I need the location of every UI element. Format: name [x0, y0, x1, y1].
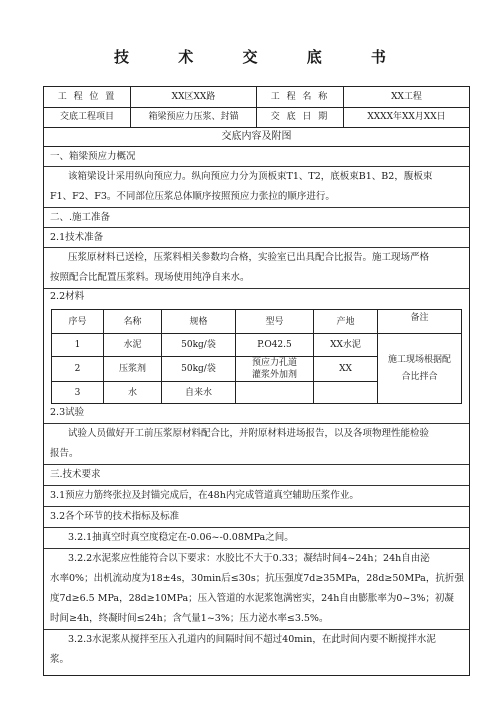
table-header-cell: 序号 — [52, 310, 104, 334]
project-name-value: XX工程 — [391, 92, 422, 102]
table-header-cell: 型号 — [236, 310, 314, 334]
s321-text: 3.2.1抽真空时真空度稳定在-0.06~-0.08MPa之间。 — [68, 532, 294, 543]
divider — [44, 464, 469, 465]
s322-line1: 3.2.2水泥浆应性能符合以下要求：水胶比不大于0.33；凝结时间4~24h；24h自由泌 — [68, 553, 430, 564]
s1-para-line2: F1、F2、F3。不同部位压浆总体顺序按照预应力张拉的顺序进行。 — [50, 191, 335, 202]
s21-heading: 2.1技术准备 — [50, 232, 104, 243]
location-value: XX区XX路 — [131, 87, 257, 107]
s21-para-line1: 压浆原材料已送检，压浆料相关参数均合格，实验室已出具配合比报告。施工现场严格 — [68, 252, 430, 263]
item-label: 交底工程项目 — [44, 107, 131, 127]
remark-line2: 合比拌合 — [401, 371, 438, 382]
document-title: 技 术 交 底 书 — [114, 48, 408, 66]
table-cell: 自来水 — [162, 382, 236, 403]
s1-para-line1: 该箱梁设计采用纵向预应力。纵向预应力分为顶板束T1、T2，底板束B1、B2，腹板束 — [68, 171, 433, 182]
table-cell-remark — [378, 334, 461, 403]
section-title: 交底内容及附图 — [44, 127, 469, 147]
s23-heading: 2.3试验 — [50, 407, 85, 418]
table-cell: 3 — [52, 382, 104, 403]
s32-text: 3.2各个环节的技术指标及标准 — [50, 511, 180, 522]
project-name-label: 工 程 名 称 — [257, 87, 344, 107]
table-header-cell: 备注 — [378, 310, 461, 334]
s21-para-line2: 按照配合比配置压浆料。现场使用纯净自来水。 — [50, 272, 250, 283]
table-cell: 水泥 — [104, 334, 162, 357]
location-label: 工 程 位 置 — [44, 87, 131, 107]
divider — [44, 227, 469, 228]
s23-para-line1: 试验人员做好开工前压浆原材料配合比，并附原材料进场报告，以及各项物理性能检验 — [68, 428, 430, 439]
date-label: 交 底 日 期 — [257, 107, 344, 127]
s1-heading: 一、箱梁预应力概况 — [50, 151, 136, 162]
disclosure-form — [43, 86, 470, 676]
table-header-cell: 名称 — [104, 310, 162, 334]
item-value: 箱梁预应力压浆、封锚 — [131, 107, 257, 127]
info-row-item — [44, 107, 469, 128]
s322-line3: 度7d≥6.5 MPa，28d≥10MPa；压入管道的水泥浆饱满密实，24h自由膨胀率为0~3%；初凝 — [50, 593, 454, 604]
divider — [44, 288, 469, 289]
table-cell-model — [236, 357, 314, 382]
table-cell: XX — [314, 357, 378, 382]
s22-heading: 2.2材料 — [50, 291, 85, 302]
table-cell: 水 — [104, 382, 162, 403]
table-cell: 压浆剂 — [104, 357, 162, 382]
table-cell: XX水泥 — [314, 334, 378, 357]
remark-line1: 施工现场根据配 — [387, 354, 451, 365]
table-cell: 50kg/袋 — [162, 357, 236, 382]
table-cell: 1 — [52, 334, 104, 357]
s23-para-line2: 报告。 — [50, 448, 79, 459]
date-value: XXXX年XX月XX日 — [367, 112, 446, 122]
table-cell: 2 — [52, 357, 104, 382]
info-row-location — [44, 87, 469, 108]
s323-line2: 浆。 — [50, 654, 70, 665]
s322-line2: 水率0%；出机流动度为18±4s，30min后≤30s；抗压强度7d≥35MPa，28d≥50MPa，抗折强 — [50, 573, 464, 584]
s2-heading: 二、.施工准备 — [50, 212, 111, 223]
table-cell: 50kg/袋 — [162, 334, 236, 357]
table-header-cell: 产地 — [314, 310, 378, 334]
model-line1: 预应力孔道 — [251, 358, 297, 368]
table-cell — [314, 382, 378, 403]
materials-table — [51, 309, 462, 404]
table-header-cell: 规格 — [162, 310, 236, 334]
s3-heading: 三.技术要求 — [50, 469, 101, 480]
s31-text: 3.1预应力筋终张拉及封锚完成后，在48h内完成管道真空辅助压浆作业。 — [50, 490, 359, 501]
table-cell — [236, 382, 314, 403]
model-line2: 灌浆外加剂 — [251, 370, 297, 380]
table-cell: P.O42.5 — [236, 334, 314, 357]
s322-line4: 时间≥4h，终凝时间≤24h；含气量1~3%；压力泌水率≤3.5%。 — [50, 613, 329, 624]
s323-line1: 3.2.3水泥浆从搅拌至压入孔道内的间隔时间不超过40min，在此时间内要不断搅拌水泥 — [68, 634, 436, 645]
